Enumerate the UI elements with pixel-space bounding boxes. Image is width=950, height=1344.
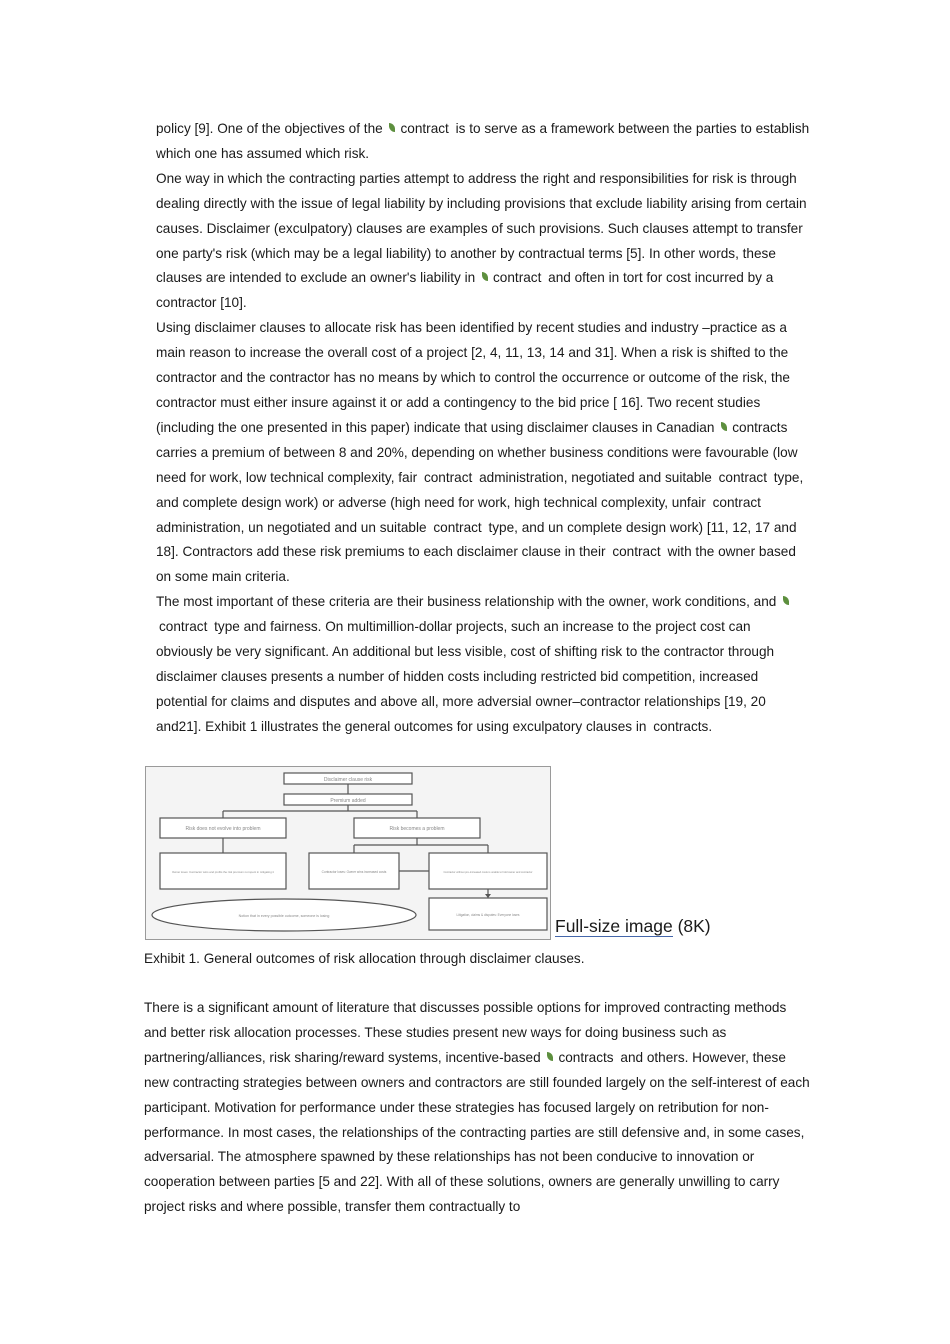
diagram-label: Owner loses: Contractor wins and profits the risk premium not spent in mitigating it	[172, 870, 274, 874]
text-run: Using disclaimer clauses to allocate risk has been identified by recent studies and industry –practice as a main reason to increase the overall cost of a project [2, 4, 11, 13, 14 and 31]. When a risk is shifted to the contractor and the contractor has no means by which to control the occurrence or outcome of the risk, the contractor must either insure against it or add a contingency to the bid price [ 16]. Two recent studies (including the one presented in this paper) indicate that using disclaimer clauses in Canadian	[156, 320, 790, 435]
flowchart-diagram	[146, 767, 550, 939]
highlighted-keyword: contracts.	[653, 718, 713, 734]
image-size-label: (8K)	[677, 916, 711, 936]
text-run: with the owner based on some main criteria.	[156, 544, 796, 585]
full-size-image-link[interactable]: Full-size image	[555, 916, 673, 936]
text-run: is to serve as a framework between the parties to establish which one has assumed which risk.	[156, 121, 810, 161]
leaf-icon	[389, 123, 395, 132]
text-run: type, and complete design work) or adverse (high need for work, high technical complexity, unfair	[156, 469, 804, 510]
text-run: administration, negotiated and suitable	[475, 469, 716, 485]
diagram-label: Contractor loses: Owner wins increased costs	[321, 870, 387, 874]
diagram-label: Risk does not evolve into problem	[185, 826, 261, 832]
highlighted-keyword: contracts	[558, 1049, 614, 1065]
leaf-icon	[783, 596, 789, 605]
text-run: and others. However, these new contracting strategies between owners and contractors are still founded largely on the self-interest of each participant. Motivation for performance under these strategies has focused largely on retribution for non-performance. In most cases, the relationships of the contracting parties are still defensive and, in some cases, adversarial. The atmosphere spawned by these relationships has not been conducive to innovation or cooperation between parties [5 and 22]. With all of these solutions, owners are generally unwilling to carry project risks and where possible, transfer them contractually to	[144, 1049, 810, 1215]
diagram-label: Litigation, claims & disputes: Everyone loses	[456, 913, 520, 917]
paragraph	[156, 117, 811, 167]
exhibit-1-thumbnail[interactable]	[145, 766, 551, 940]
highlighted-keyword: contract	[433, 519, 482, 535]
highlighted-keyword: contract	[612, 544, 661, 560]
article-body-bottom	[144, 996, 812, 1220]
paragraph	[156, 167, 811, 316]
highlighted-keyword: contracts	[732, 419, 788, 435]
text-run: type, and un complete design work) [11, 12, 17 and 18]. Contractors add these risk premiums to each disclaimer clause in their	[156, 519, 797, 560]
text-run: administration, un negotiated and un suitable	[156, 519, 431, 535]
full-size-image-link-row	[555, 914, 711, 938]
paragraph	[156, 316, 811, 590]
diagram-label: Notion that in every possible outcome, someone is losing	[238, 914, 330, 918]
text-run: policy [9]. One of the objectives of the	[156, 121, 387, 136]
leaf-icon	[547, 1052, 553, 1061]
text-run: One way in which the contracting parties attempt to address the right and responsibilities for risk is through dealing directly with the issue of legal liability by including provisions that exclude liability arising from certain causes. Disclaimer (exculpatory) clauses are examples of such provisions. Such clauses attempt to transfer one party's risk (which may be a legal liability) to another by contractual terms [5]. In other words, these clauses are intended to exclude an owner's liability in	[156, 170, 807, 286]
diagram-label: Disclaimer clause risk	[323, 777, 373, 783]
highlighted-keyword: contract	[400, 121, 449, 136]
paragraph	[144, 996, 812, 1220]
leaf-icon	[721, 422, 727, 431]
highlighted-keyword: contract	[423, 469, 473, 485]
highlighted-keyword: contract	[159, 619, 208, 635]
diagram-label: Premium added	[330, 798, 366, 804]
highlighted-keyword: contract	[712, 494, 761, 510]
leaf-icon	[482, 272, 488, 281]
text-run: There is a significant amount of literature that discusses possible options for improved contracting methods and better risk allocation processes. These studies present new ways for doing business such as partnering/alliances, risk sharing/reward systems, incentive-based	[144, 1000, 787, 1065]
highlighted-keyword: contract	[493, 270, 542, 286]
text-run: carries a premium of between 8 and 20%, depending on whether business conditions were favourable (low need for work, low technical complexity, fair	[156, 444, 798, 485]
paragraph	[156, 590, 811, 739]
diagram-label: Contractor without pre-increased costs is unable to hold owner and contractor	[443, 871, 533, 874]
article-body-top	[156, 117, 811, 740]
diagram-label: Risk becomes a problem	[389, 826, 445, 832]
text-run: and often in tort for cost incurred by a contractor [10].	[156, 270, 774, 311]
text-run: The most important of these criteria are their business relationship with the owner, work conditions, and	[156, 594, 781, 610]
figure-caption: Exhibit 1. General outcomes of risk allocation through disclaimer clauses.	[144, 951, 585, 966]
highlighted-keyword: contract	[718, 469, 767, 485]
text-run: type and fairness. On multimillion-dollar projects, such an increase to the project cost can obviously be very significant. An additional but less visible, cost of shifting risk to the contractor through disclaimer clauses presents a number of hidden costs including restricted bid competition, increased potential for claims and disputes and above all, more adversial owner–contractor relationships [19, 20 and21]. Exhibit 1 illustrates the general outcomes for using exculpatory clauses in	[156, 619, 775, 734]
